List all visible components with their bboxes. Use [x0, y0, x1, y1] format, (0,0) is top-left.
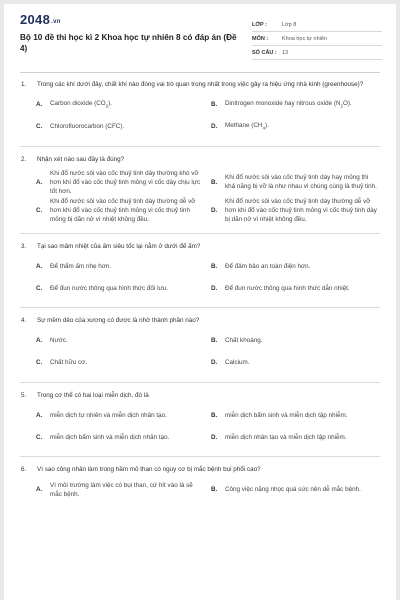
question-header	[20, 155, 380, 165]
meta-key: SỐ CÂU :	[252, 49, 277, 56]
option-letter: C.	[36, 359, 43, 367]
answer-option[interactable]	[36, 481, 205, 501]
question-list	[4, 80, 396, 509]
question-text: Sự mềm dẻo của xương có được là nhờ thành phần nào?	[37, 317, 200, 325]
document-page	[4, 4, 396, 600]
question-number: 3.	[21, 242, 27, 250]
answer-option[interactable]	[211, 406, 380, 426]
option-text	[225, 263, 380, 272]
option-text-main: Nước.	[50, 337, 68, 345]
question-header	[20, 242, 380, 252]
meta-value: Lớp 8	[282, 21, 297, 28]
option-text-main: Vì môi trường làm việc có bụi than, cứ hít vào là sẽ mắc bệnh.	[50, 481, 193, 498]
question	[4, 316, 396, 374]
option-text-main: miễn dịch bẩm sinh và miễn dịch tập nhiễm.	[225, 411, 348, 419]
option-text	[50, 170, 205, 196]
option-text-main: Chất hữu cơ.	[50, 359, 88, 367]
option-text	[225, 198, 380, 224]
question	[4, 155, 396, 225]
header-divider	[20, 72, 380, 73]
question-header	[20, 465, 380, 475]
option-text	[50, 337, 205, 346]
meta-key: LỚP :	[252, 21, 267, 28]
question	[4, 242, 396, 300]
option-letter: D.	[211, 123, 218, 131]
answer-option[interactable]	[36, 257, 205, 277]
question	[4, 391, 396, 449]
question-number: 4.	[21, 317, 27, 325]
option-letter: C.	[36, 207, 43, 215]
question-number: 1.	[21, 81, 27, 88]
option-text-main: Khi đổ nước sôi vào cốc thuỷ tinh dày thường dễ vỡ hơn khi đổ vào cốc thuỷ tinh mỏng vì cốc thuỷ tinh dày bị dãn nở vì nhiệt không đều.	[225, 198, 377, 223]
question	[4, 465, 396, 501]
option-subscript: 2	[340, 103, 344, 109]
option-letter: D.	[211, 207, 218, 215]
header	[4, 4, 396, 64]
option-subscript: 2	[105, 103, 109, 109]
option-text	[225, 122, 380, 133]
option-letter: A.	[36, 337, 43, 345]
option-text	[50, 263, 205, 272]
option-letter: D.	[211, 433, 218, 441]
option-text-main: Công việc nặng nhọc quá sức nên dễ mắc bệnh.	[225, 486, 361, 494]
option-text	[225, 285, 380, 294]
question-divider	[20, 382, 380, 383]
logo-main: 2048	[20, 12, 51, 27]
option-text-main: miễn dịch nhân tạo và miễn dịch tập nhiễm.	[225, 433, 347, 441]
option-text-tail: ).	[108, 99, 113, 107]
answer-option[interactable]	[211, 118, 380, 138]
option-text	[225, 486, 380, 495]
answer-option[interactable]	[36, 118, 205, 138]
option-text-main: Carbon dioxide (CO	[50, 99, 106, 107]
option-text	[225, 174, 380, 192]
answer-option[interactable]	[36, 354, 205, 374]
answer-option[interactable]	[211, 428, 380, 448]
question-text: Vì sao công nhân làm trong hầm mỏ than có nguy cơ bị mắc bệnh bụi phổi cao?	[37, 466, 261, 474]
answer-option[interactable]	[211, 332, 380, 352]
option-letter: C.	[36, 284, 43, 292]
option-text	[225, 100, 380, 111]
meta-row	[252, 18, 382, 32]
option-text-tail: O).	[343, 99, 352, 107]
option-text	[50, 434, 205, 443]
option-letter: C.	[36, 433, 43, 441]
option-text	[225, 434, 380, 443]
answer-option[interactable]	[36, 332, 205, 352]
answer-option[interactable]	[211, 198, 380, 224]
answer-options	[20, 257, 380, 299]
answer-option[interactable]	[211, 170, 380, 196]
option-text	[50, 100, 205, 111]
answer-options	[20, 481, 380, 501]
question-text: Nhận xét nào sau đây là đúng?	[37, 155, 125, 163]
option-letter: B.	[211, 411, 218, 419]
option-text	[225, 359, 380, 368]
option-text	[225, 337, 380, 346]
question-divider	[20, 233, 380, 234]
option-letter: D.	[211, 359, 218, 367]
question-header	[20, 316, 380, 326]
option-text-main: Khi đổ nước sôi vào cốc thuỷ tinh dày thường khó vỡ hơn khi đổ vào cốc thuỷ tinh mỏng vì cốc dày chịu lực tốt hơn.	[50, 170, 201, 195]
question-header	[20, 80, 380, 90]
answer-option[interactable]	[36, 170, 205, 196]
meta-value: 13	[282, 49, 289, 56]
answer-option[interactable]	[36, 406, 205, 426]
answer-option[interactable]	[36, 198, 205, 224]
option-text	[50, 198, 205, 224]
question-divider	[20, 307, 380, 308]
meta-key: MÔN :	[252, 35, 269, 42]
answer-options	[20, 170, 380, 225]
option-letter: B.	[211, 178, 218, 186]
option-letter: A.	[36, 411, 43, 419]
option-letter: C.	[36, 123, 43, 131]
option-text-main: Để đun nước thông qua hình thức đối lưu.	[50, 284, 168, 292]
option-text	[50, 482, 205, 500]
answer-option[interactable]	[36, 96, 205, 116]
answer-option[interactable]	[211, 481, 380, 501]
option-text-main: Để thẩm ấm nhẹ hơn.	[50, 262, 112, 270]
answer-option[interactable]	[211, 354, 380, 374]
question-text: Trong các khí dưới đây, chất khí nào đóng vai trò quan trọng nhất trong việc gây ra hiệu ứng nhà kính (greenhouse)?	[37, 81, 364, 88]
question	[4, 80, 396, 138]
option-text	[50, 359, 205, 368]
answer-option[interactable]	[211, 257, 380, 277]
meta-value: Khoa học tự nhiên	[282, 35, 327, 42]
option-text-main: Khi đổ nước sôi vào cốc thuỷ tinh dày hay mỏng thì khả năng bị vỡ là như nhau vì chúng cùng là thuỷ tinh.	[225, 174, 377, 191]
question-divider	[20, 456, 380, 457]
option-letter: A.	[36, 178, 43, 186]
logo-suffix: .vn	[51, 19, 61, 25]
answer-option[interactable]	[211, 279, 380, 299]
option-text-main: Chlorofluorocarbon (CFC).	[50, 123, 125, 131]
option-text	[50, 123, 205, 132]
answer-options	[20, 332, 380, 374]
option-letter: A.	[36, 101, 43, 109]
question-number: 2.	[21, 155, 27, 163]
option-subscript: 4	[262, 125, 265, 131]
answer-options	[20, 406, 380, 448]
option-text-main: Để đun nước thông qua hình thức dẫn nhiệt.	[225, 284, 350, 292]
option-text	[225, 412, 380, 421]
answer-option[interactable]	[36, 279, 205, 299]
question-text: Trong cơ thể có hai loại miễn dịch, đó là	[37, 391, 149, 399]
option-text-tail: ).	[264, 121, 269, 129]
option-text-main: Calcium.	[225, 359, 250, 367]
answer-option[interactable]	[36, 428, 205, 448]
meta-row	[252, 46, 382, 60]
option-letter: A.	[36, 486, 43, 494]
option-letter: B.	[211, 101, 218, 109]
option-text-main: Dinitrogen monoxide hay nitrous oxide (N	[225, 99, 341, 107]
option-text-main: Để đảm bảo an toàn điện hơn.	[225, 262, 311, 270]
option-text-main: Khi đổ nước sôi vào cốc thuỷ tinh dày thường dễ vỡ hơn khi đổ vào cốc thuỷ tinh mỏng vì cốc thuỷ tinh mỏng bị dãn nở vì nhiệt không đều.	[50, 198, 196, 223]
option-letter: B.	[211, 262, 218, 270]
meta-row	[252, 32, 382, 46]
option-letter: B.	[211, 486, 218, 494]
option-text-main: Chất khoáng.	[225, 337, 263, 345]
option-letter: D.	[211, 284, 218, 292]
question-header	[20, 391, 380, 401]
option-text-main: miễn dịch bẩm sinh và miễn dịch nhân tạo.	[50, 433, 170, 441]
question-number: 6.	[21, 466, 27, 474]
question-divider	[20, 146, 380, 147]
answer-options	[20, 96, 380, 138]
answer-option[interactable]	[211, 96, 380, 116]
question-number: 5.	[21, 391, 27, 399]
meta-table	[252, 18, 382, 60]
question-text: Tại sao mâm nhiệt của ấm siêu tốc lại nằm ở dưới đế ấm?	[37, 242, 201, 250]
option-text-main: miễn dịch tự nhiên và miễn dịch nhân tạo.	[50, 411, 167, 419]
document-title: Bộ 10 đề thi học kì 2 Khoa học tự nhiên 8 có đáp án (Đề 4)	[20, 33, 237, 53]
option-letter: A.	[36, 262, 43, 270]
option-text	[50, 412, 205, 421]
option-text	[50, 285, 205, 294]
option-text-main: Methane (CH	[225, 121, 263, 129]
option-letter: B.	[211, 337, 218, 345]
